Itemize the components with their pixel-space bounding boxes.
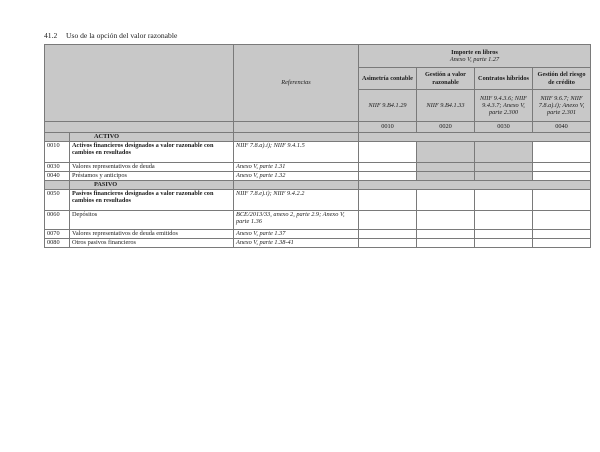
section-heading xyxy=(44,31,177,40)
importe-header xyxy=(359,45,591,68)
data-cell xyxy=(359,190,417,211)
row-ref: Anexo V, parte 1.32 xyxy=(234,172,359,181)
section-values-blank xyxy=(359,133,591,142)
importe-title: Importe en libros xyxy=(451,48,498,56)
data-cell xyxy=(417,190,475,211)
column-header-ref: NIIF 9.B4.1.33 xyxy=(417,90,475,122)
row-label: Préstamos y anticipos xyxy=(70,172,234,181)
data-cell xyxy=(533,190,591,211)
data-cell xyxy=(359,172,417,181)
importe-subtitle: Anexo V, parte 1.27 xyxy=(449,56,500,63)
column-header-label: Asimetría contable xyxy=(359,68,417,90)
data-cell xyxy=(475,190,533,211)
header-blank-cell xyxy=(45,45,234,122)
section-code-blank xyxy=(45,181,70,190)
data-cell xyxy=(417,239,475,248)
data-cell-disabled xyxy=(475,163,533,172)
column-header-label: Contratos híbridos xyxy=(475,68,533,90)
row-label: Depósitos xyxy=(70,211,234,230)
row-code: 0050 xyxy=(45,190,70,211)
column-header-ref: NIIF 9.6.7; NIIF 7.8.a).i); Anexo V, parte 2.301 xyxy=(533,90,591,122)
section-label-activo: ACTIVO xyxy=(70,133,234,142)
row-ref: NIIF 7.8.e).i); NIIF 9.4.2.2 xyxy=(234,190,359,211)
row-code: 0070 xyxy=(45,230,70,239)
section-values-blank xyxy=(359,181,591,190)
data-cell xyxy=(359,142,417,163)
data-cell-disabled xyxy=(417,172,475,181)
section-title: Uso de la opción del valor razonable xyxy=(66,31,178,40)
row-ref: Anexo V, parte 1.38-41 xyxy=(234,239,359,248)
column-header-ref: NIIF 9.B4.1.29 xyxy=(359,90,417,122)
row-label: Valores representativos de deuda xyxy=(70,163,234,172)
row-label: Otros pasivos financieros xyxy=(70,239,234,248)
column-header-label: Gestión del riesgo de crédito xyxy=(533,68,591,90)
column-code: 0020 xyxy=(417,122,475,133)
column-header-ref: NIIF 9.4.3.6; NIIF 9.4.3.7; Anexo V, parte 2.300 xyxy=(475,90,533,122)
data-cell xyxy=(359,163,417,172)
row-ref: Anexo V, parte 1.37 xyxy=(234,230,359,239)
section-number: 41.2 xyxy=(44,31,58,40)
data-cell xyxy=(533,230,591,239)
data-cell xyxy=(533,163,591,172)
data-cell-disabled xyxy=(417,142,475,163)
data-cell xyxy=(359,239,417,248)
data-cell-disabled xyxy=(475,172,533,181)
code-row-blank xyxy=(234,122,359,133)
row-code: 0010 xyxy=(45,142,70,163)
section-ref-blank xyxy=(234,133,359,142)
column-code: 0030 xyxy=(475,122,533,133)
row-label: Pasivos financieros designados a valor razonable con cambios en resultados xyxy=(70,190,234,211)
data-cell xyxy=(533,172,591,181)
row-code: 0060 xyxy=(45,211,70,230)
data-cell xyxy=(533,211,591,230)
data-cell xyxy=(359,211,417,230)
column-header-label: Gestión a valor razonable xyxy=(417,68,475,90)
section-code-blank xyxy=(45,133,70,142)
data-cell-disabled xyxy=(417,163,475,172)
data-cell xyxy=(417,211,475,230)
referencias-header: Referencias xyxy=(234,45,359,122)
column-code: 0040 xyxy=(533,122,591,133)
row-label: Activos financieros designados a valor razonable con cambios en resultados xyxy=(70,142,234,163)
row-code: 0030 xyxy=(45,163,70,172)
row-ref: BCE/2013/33, anexo 2, parte 2.9; Anexo V, parte 1.36 xyxy=(234,211,359,230)
data-cell xyxy=(533,142,591,163)
row-code: 0080 xyxy=(45,239,70,248)
data-cell xyxy=(533,239,591,248)
data-cell xyxy=(475,211,533,230)
row-label: Valores representativos de deuda emitidos xyxy=(70,230,234,239)
column-code: 0010 xyxy=(359,122,417,133)
data-cell xyxy=(475,230,533,239)
section-ref-blank xyxy=(234,181,359,190)
data-cell xyxy=(475,239,533,248)
row-code: 0040 xyxy=(45,172,70,181)
data-cell-disabled xyxy=(475,142,533,163)
row-ref: Anexo V, parte 1.31 xyxy=(234,163,359,172)
section-label-pasivo: PASIVO xyxy=(70,181,234,190)
data-cell xyxy=(359,230,417,239)
row-ref: NIIF 7.8.a).i); NIIF 9.4.1.5 xyxy=(234,142,359,163)
data-cell xyxy=(417,230,475,239)
fair-value-option-table xyxy=(44,44,591,248)
code-row-blank xyxy=(45,122,234,133)
